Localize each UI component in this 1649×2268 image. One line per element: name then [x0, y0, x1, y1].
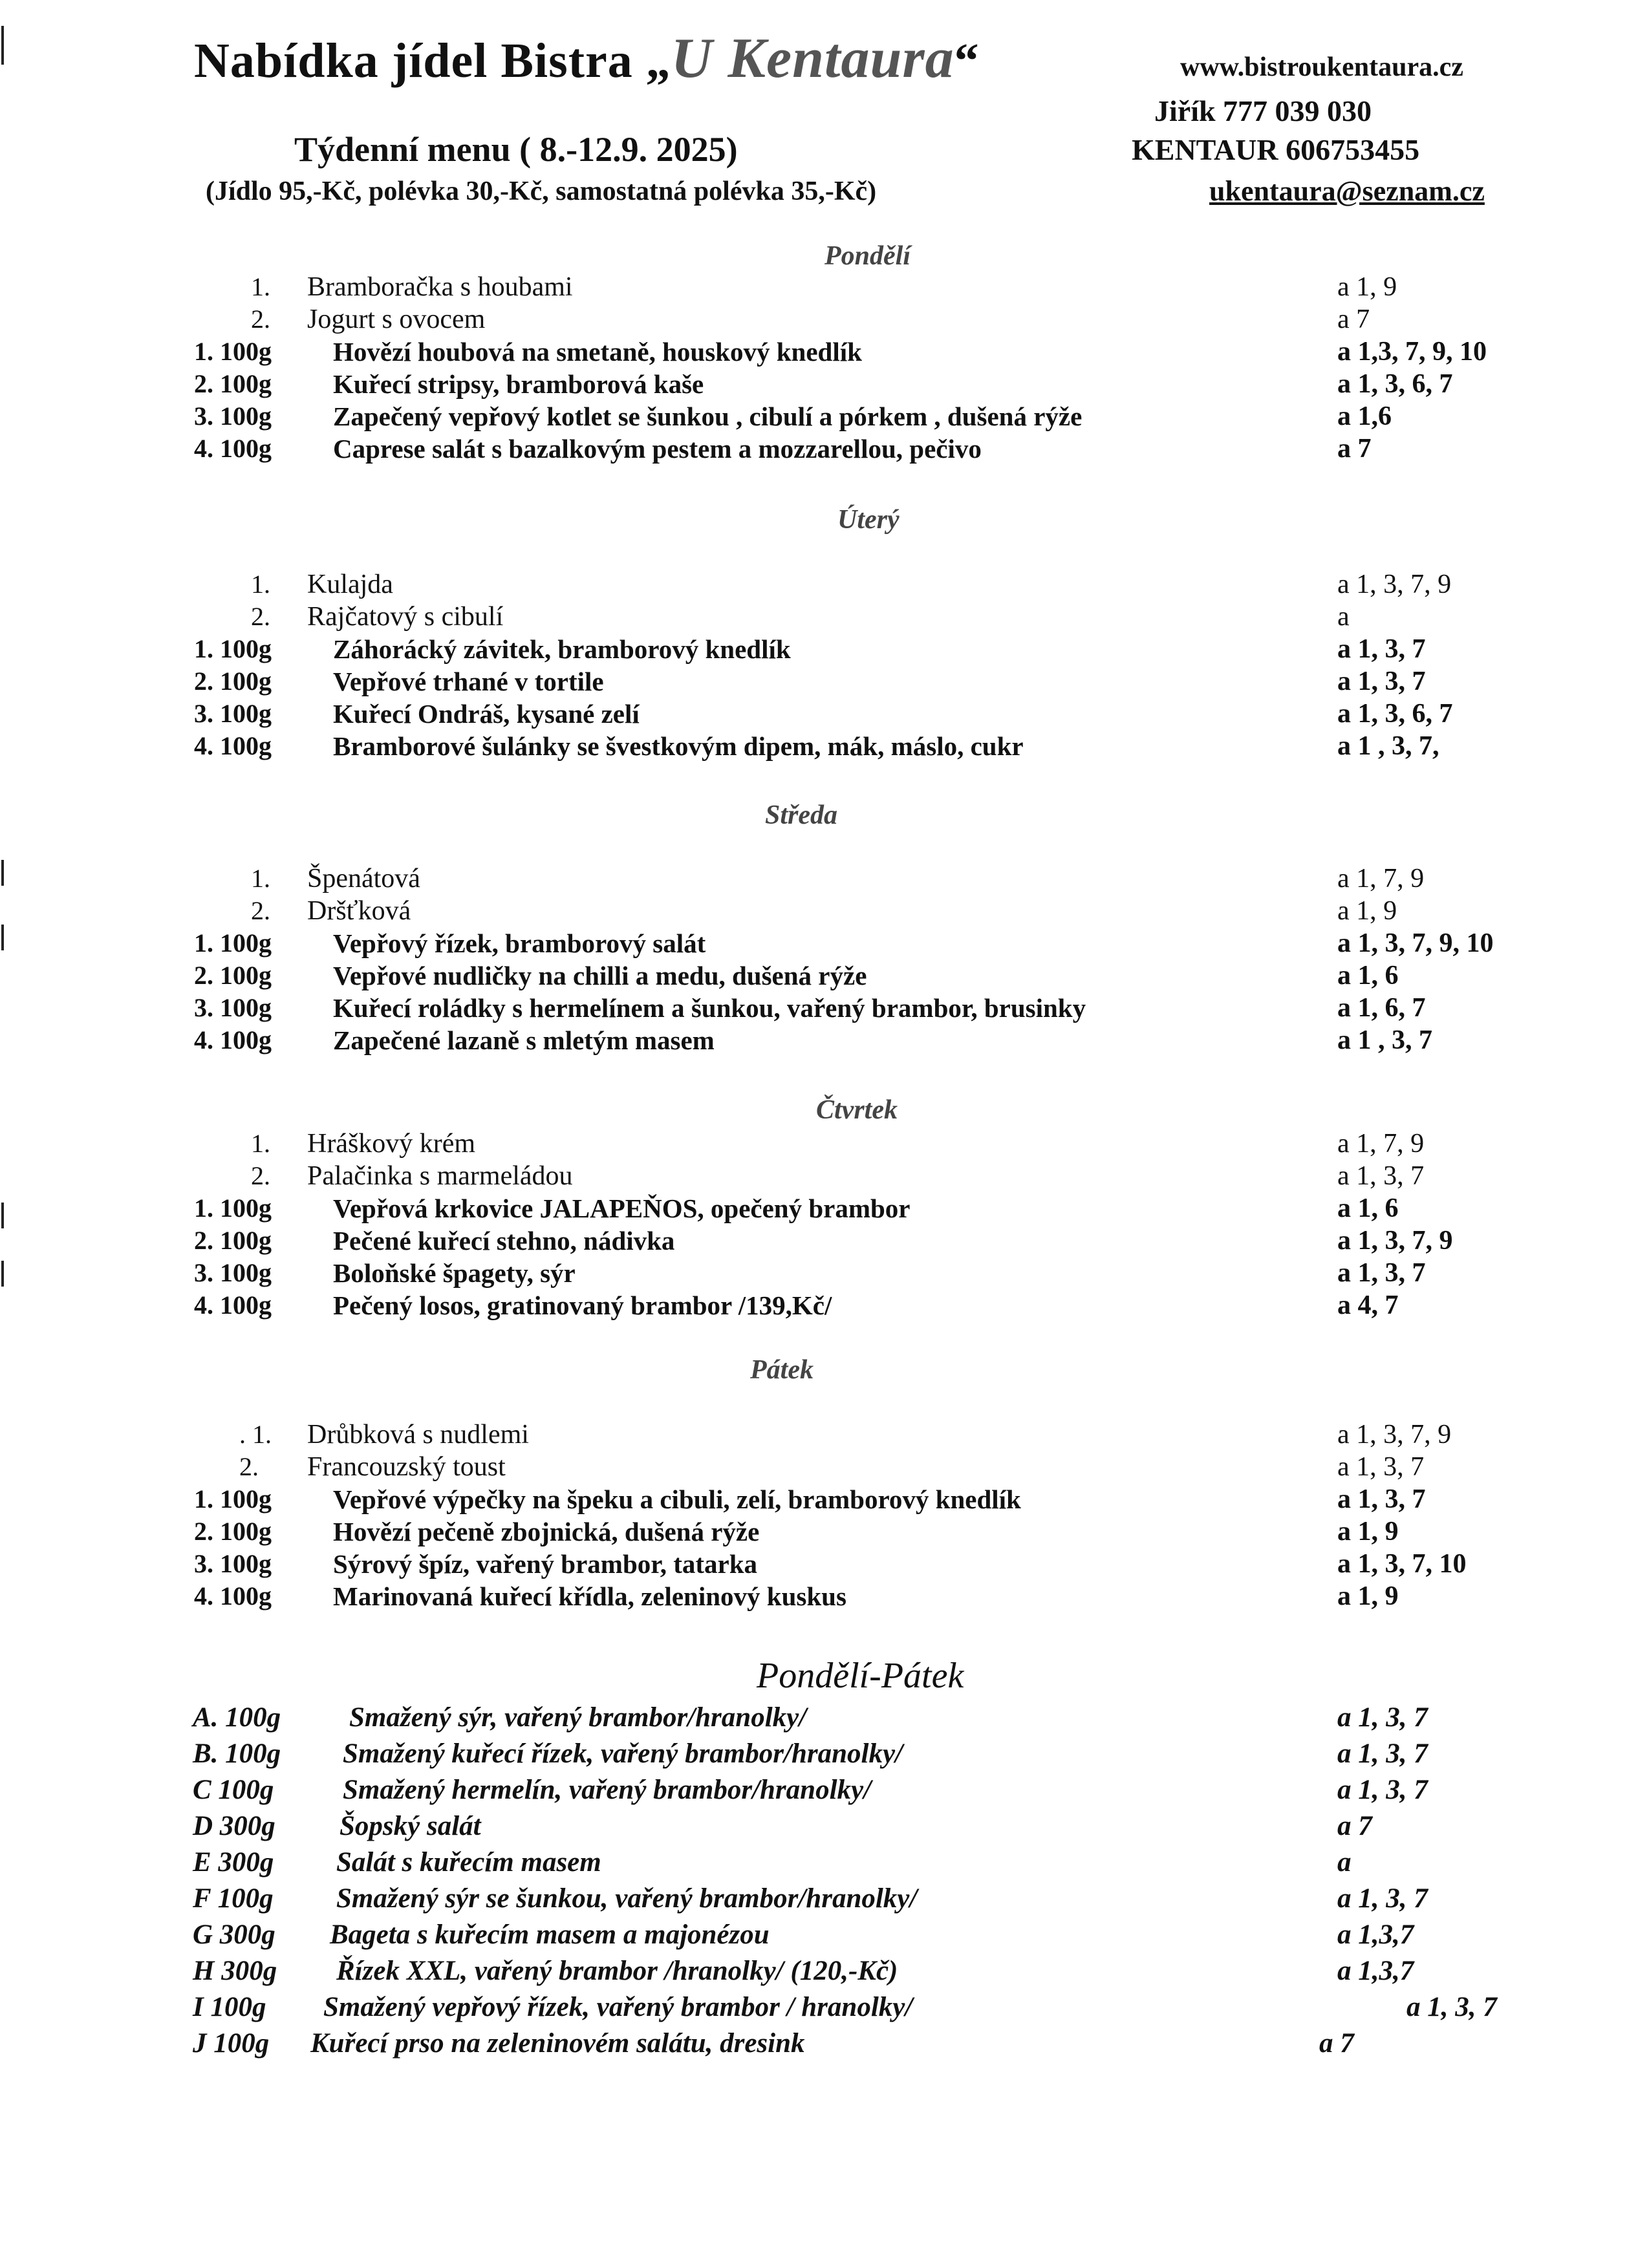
item-name: Špenátová — [307, 864, 420, 893]
item-allergens: a 1,3,7 — [1337, 1920, 1414, 1950]
meal-item — [0, 666, 1649, 700]
item-number: 2. — [251, 896, 270, 925]
meal-item — [0, 369, 1649, 402]
item-number: 2. — [239, 1452, 259, 1481]
item-name: Záhorácký závitek, bramborový knedlík — [333, 634, 791, 664]
item-number: 3. 100g — [194, 1549, 272, 1578]
item-name: Zapečené lazaně s mletým masem — [333, 1025, 715, 1055]
soup-item — [0, 1451, 1649, 1485]
title-suffix: “ — [954, 34, 980, 88]
item-number: F 100g — [193, 1883, 274, 1914]
meal-item — [0, 634, 1649, 667]
item-number: 1. — [251, 570, 270, 599]
item-number: 1. 100g — [194, 634, 272, 663]
item-number: 1. — [251, 1129, 270, 1158]
weekly-item — [0, 1702, 1649, 1735]
page-title — [194, 26, 980, 91]
item-name: Kuřecí Ondráš, kysané zelí — [333, 699, 640, 729]
item-name: Palačinka s marmeládou — [307, 1161, 573, 1191]
item-number: C 100g — [193, 1775, 274, 1805]
item-allergens: a 1, 3, 7 — [1337, 1161, 1425, 1191]
item-name: Kuřecí prso na zeleninovém salátu, dresink — [310, 2028, 805, 2059]
item-number: 2. 100g — [194, 667, 272, 696]
item-name: Hovězí pečeně zbojnická, dušená rýže — [333, 1517, 760, 1546]
soup-item — [0, 1161, 1649, 1194]
item-allergens: a 1, 3, 7 — [1406, 1992, 1497, 2022]
item-number: 3. 100g — [194, 993, 272, 1022]
item-name: Pečený losos, gratinovaný brambor /139,Kč/ — [333, 1290, 832, 1320]
scan-mark — [1, 26, 4, 65]
item-name: Sýrový špíz, vařený brambor, tatarka — [333, 1549, 757, 1579]
item-number: 4. 100g — [194, 1290, 272, 1320]
item-number: 1. 100g — [194, 928, 272, 957]
soup-item — [0, 304, 1649, 337]
item-number: 2. 100g — [194, 1517, 272, 1546]
item-name: Rajčatový s cibulí — [307, 602, 504, 632]
item-name: Kulajda — [307, 570, 393, 599]
item-number: . 1. — [239, 1420, 272, 1449]
weekly-item — [0, 1774, 1649, 1808]
item-name: Pečené kuřecí stehno, nádivka — [333, 1226, 675, 1256]
item-number: H 300g — [193, 1956, 277, 1986]
soup-item — [0, 1419, 1649, 1453]
item-allergens: a 1, 3, 6, 7 — [1337, 699, 1453, 729]
phone-kentaur: KENTAUR 606753455 — [1132, 133, 1420, 166]
item-number: 1. 100g — [194, 1193, 272, 1223]
item-allergens: a 1, 3, 7, 9, 10 — [1337, 928, 1494, 958]
item-name: Vepřová krkovice JALAPEŇOS, opečený brambor — [333, 1193, 911, 1223]
item-allergens: a 1, 3, 7 — [1337, 1258, 1426, 1288]
item-name: Kuřecí roládky s hermelínem a šunkou, vařený brambor, brusinky — [333, 993, 1086, 1023]
email: ukentaura@seznam.cz — [1209, 175, 1485, 207]
meal-item — [0, 731, 1649, 764]
item-number: I 100g — [193, 1992, 266, 2022]
weekly-item — [0, 1810, 1649, 1844]
item-number: E 300g — [193, 1847, 274, 1878]
weekly-heading: Pondělí-Pátek — [757, 1656, 964, 1696]
soup-item — [0, 1128, 1649, 1162]
item-number: 2. — [251, 602, 270, 631]
item-number: 1. — [251, 272, 270, 301]
day-heading: Pátek — [750, 1355, 814, 1385]
item-allergens: a 1, 6 — [1337, 1193, 1399, 1223]
item-name: Bramboračka s houbami — [307, 272, 573, 302]
item-number: 4. 100g — [194, 434, 272, 463]
weekly-item — [0, 1738, 1649, 1771]
item-number: 2. — [251, 1161, 270, 1190]
meal-item — [0, 698, 1649, 732]
item-name: Caprese salát s bazalkovým pestem a mozzarellou, pečivo — [333, 434, 982, 464]
soup-item — [0, 272, 1649, 305]
item-allergens: a 1, 3, 7 — [1337, 1702, 1428, 1733]
soup-item — [0, 601, 1649, 635]
item-allergens: a 1, 3, 7, 9 — [1337, 1226, 1453, 1256]
phone-jirik: Jiřík 777 039 030 — [1154, 94, 1372, 127]
weekly-item — [0, 1991, 1649, 2025]
item-allergens: a 1, 6 — [1337, 961, 1399, 990]
meal-item — [0, 1025, 1649, 1058]
bistro-name: U Kentaura — [671, 27, 954, 90]
weekly-item — [0, 1846, 1649, 1880]
item-name: Hovězí houbová na smetaně, houskový knedlík — [333, 337, 862, 367]
item-number: D 300g — [193, 1811, 275, 1841]
item-allergens: a — [1337, 602, 1350, 632]
meal-item — [0, 1581, 1649, 1614]
item-number: 3. 100g — [194, 699, 272, 728]
item-number: G 300g — [193, 1920, 275, 1950]
meal-item — [0, 1548, 1649, 1582]
item-name: Vepřové nudličky na chilli a medu, dušená rýže — [333, 961, 867, 990]
item-allergens: a 7 — [1337, 434, 1372, 464]
item-number: 1. 100g — [194, 1484, 272, 1514]
day-heading: Středa — [765, 800, 838, 830]
item-name: Smažený sýr se šunkou, vařený brambor/hranolky/ — [336, 1883, 918, 1914]
item-number: 3. 100g — [194, 1258, 272, 1287]
meal-item — [0, 401, 1649, 434]
meal-item — [0, 1484, 1649, 1517]
item-number: 4. 100g — [194, 1581, 272, 1610]
item-allergens: a 1, 3, 7, 9 — [1337, 1420, 1452, 1450]
item-name: Smažený kuřecí řízek, vařený brambor/hranolky/ — [343, 1738, 903, 1769]
item-allergens: a — [1337, 1847, 1352, 1878]
item-allergens: a 1, 7, 9 — [1337, 864, 1425, 893]
item-allergens: a 1,6 — [1337, 401, 1392, 431]
weekly-item — [0, 1883, 1649, 1916]
item-allergens: a 1 , 3, 7 — [1337, 1025, 1432, 1055]
soup-item — [0, 863, 1649, 897]
item-name: Šopský salát — [339, 1811, 481, 1841]
item-number: 2. 100g — [194, 369, 272, 398]
item-allergens: a 1, 3, 7 — [1337, 1738, 1428, 1769]
item-allergens: a 1,3, 7, 9, 10 — [1337, 337, 1487, 367]
item-allergens: a 1, 3, 7 — [1337, 667, 1426, 696]
item-name: Bageta s kuřecím masem a majonézou — [330, 1920, 770, 1950]
meal-item — [0, 960, 1649, 994]
meal-item — [0, 1516, 1649, 1550]
item-allergens: a 1, 3, 7 — [1337, 634, 1426, 664]
item-number: 3. 100g — [194, 401, 272, 431]
item-number: 1. — [251, 864, 270, 893]
item-name: Vepřový řízek, bramborový salát — [333, 928, 706, 958]
item-name: Francouzský toust — [307, 1452, 506, 1482]
item-allergens: a 1, 3, 7 — [1337, 1775, 1428, 1805]
soup-item — [0, 569, 1649, 603]
item-allergens: a 1, 3, 6, 7 — [1337, 369, 1453, 399]
meal-item — [0, 928, 1649, 961]
item-number: 1. 100g — [194, 337, 272, 366]
item-number: 4. 100g — [194, 1025, 272, 1054]
item-number: 4. 100g — [194, 731, 272, 760]
day-heading: Úterý — [837, 505, 900, 535]
meal-item — [0, 433, 1649, 467]
item-number: 2. 100g — [194, 1226, 272, 1255]
item-name: Vepřové výpečky na špeku a cibuli, zelí, bramborový knedlík — [333, 1484, 1021, 1514]
item-name: Zapečený vepřový kotlet se šunkou , cibulí a pórkem , dušená rýže — [333, 401, 1083, 431]
item-number: A. 100g — [193, 1702, 281, 1733]
item-number: J 100g — [193, 2028, 270, 2059]
item-allergens: a 1, 9 — [1337, 1517, 1399, 1546]
item-allergens: a 7 — [1319, 2028, 1354, 2059]
item-name: Smažený sýr, vařený brambor/hranolky/ — [349, 1702, 807, 1733]
item-allergens: a 1, 3, 7 — [1337, 1484, 1426, 1514]
meal-item — [0, 992, 1649, 1026]
item-allergens: a 7 — [1337, 305, 1370, 334]
item-number: 2. 100g — [194, 961, 272, 990]
item-allergens: a 1, 3, 7, 10 — [1337, 1549, 1467, 1579]
item-number: B. 100g — [193, 1738, 281, 1769]
item-name: Jogurt s ovocem — [307, 305, 486, 334]
weekly-item — [0, 1919, 1649, 1952]
title-prefix: Nabídka jídel Bistra „ — [194, 34, 671, 88]
item-allergens: a 7 — [1337, 1811, 1372, 1841]
day-heading: Pondělí — [824, 241, 911, 271]
item-allergens: a 1,3,7 — [1337, 1956, 1414, 1986]
item-name: Vepřové trhané v tortile — [333, 667, 604, 696]
item-name: Salát s kuřecím masem — [336, 1847, 601, 1878]
item-allergens: a 1, 9 — [1337, 896, 1397, 926]
meal-item — [0, 1290, 1649, 1323]
item-name: Marinovaná kuřecí křídla, zeleninový kuskus — [333, 1581, 846, 1611]
item-name: Smažený vepřový řízek, vařený brambor / hranolky/ — [323, 1992, 913, 2022]
item-name: Hráškový krém — [307, 1129, 476, 1159]
item-name: Bramborové šulánky se švestkovým dipem, mák, máslo, cukr — [333, 731, 1024, 761]
item-name: Drůbková s nudlemi — [307, 1420, 529, 1450]
day-heading: Čtvrtek — [816, 1095, 898, 1125]
item-name: Kuřecí stripsy, bramborová kaše — [333, 369, 704, 399]
meal-item — [0, 1225, 1649, 1259]
price-info: (Jídlo 95,-Kč, polévka 30,-Kč, samostatná polévka 35,-Kč) — [206, 177, 877, 206]
item-name: Boloňské špagety, sýr — [333, 1258, 576, 1288]
item-allergens: a 1, 9 — [1337, 272, 1397, 302]
meal-item — [0, 336, 1649, 370]
item-allergens: a 1, 3, 7 — [1337, 1452, 1425, 1482]
item-allergens: a 1, 3, 7 — [1337, 1883, 1428, 1914]
meal-item — [0, 1257, 1649, 1291]
website: www.bistroukentaura.cz — [1180, 52, 1463, 82]
weekly-item — [0, 1955, 1649, 1989]
menu-subtitle: Týdenní menu ( 8.-12.9. 2025) — [294, 130, 738, 169]
item-allergens: a 1, 3, 7, 9 — [1337, 570, 1452, 599]
item-number: 2. — [251, 305, 270, 334]
item-name: Řízek XXL, vařený brambor /hranolky/ (120,-Kč) — [336, 1956, 898, 1986]
item-name: Smažený hermelín, vařený brambor/hranolky/ — [343, 1775, 872, 1805]
item-allergens: a 1, 6, 7 — [1337, 993, 1426, 1023]
item-allergens: a 1, 7, 9 — [1337, 1129, 1425, 1159]
soup-item — [0, 895, 1649, 929]
weekly-item — [0, 2027, 1649, 2061]
meal-item — [0, 1193, 1649, 1226]
item-name: Dršťková — [307, 896, 411, 926]
item-allergens: a 1, 9 — [1337, 1581, 1399, 1611]
item-allergens: a 4, 7 — [1337, 1290, 1399, 1320]
item-allergens: a 1 , 3, 7, — [1337, 731, 1439, 761]
